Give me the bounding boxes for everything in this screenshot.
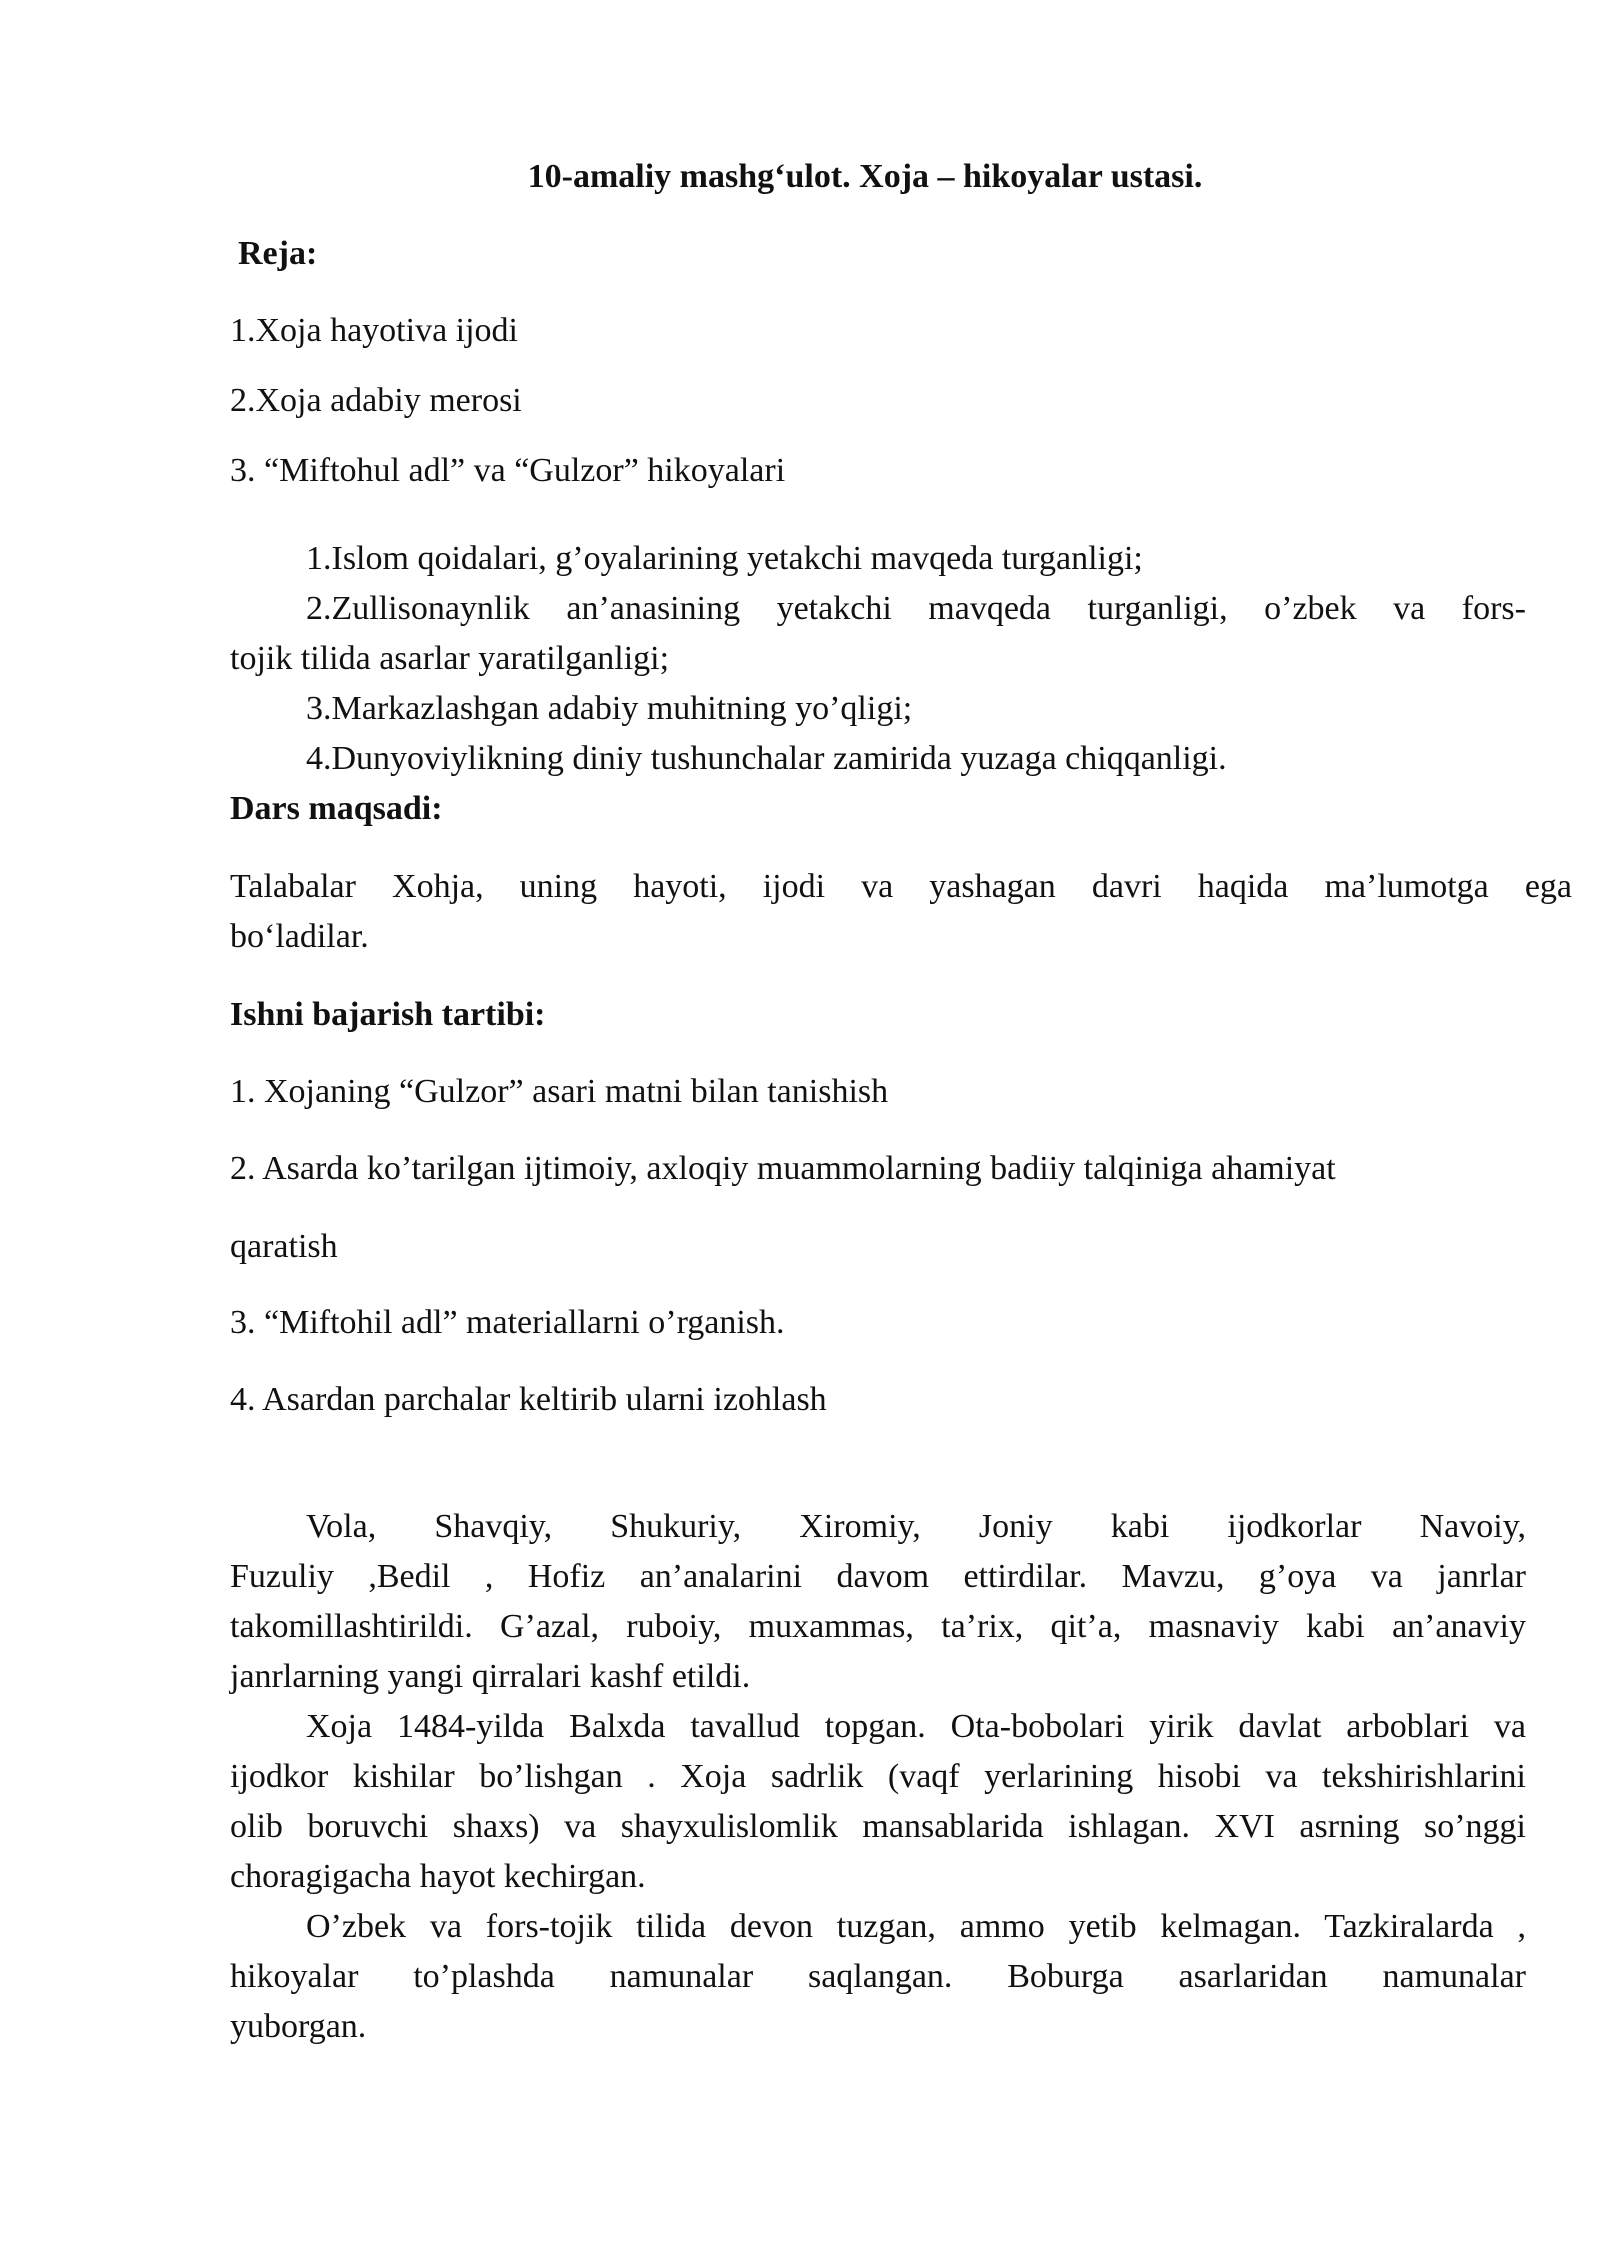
task-2-line-2: qaratish [230,1228,338,1265]
ishni-heading: Ishni bajarish tartibi: [230,996,546,1033]
feature-1: 1.Islom qoidalari, g’oyalarining yetakchi mavqeda turganligi; [306,540,1143,577]
reja-item-1: 1.Xoja hayotiva ijodi [230,312,519,349]
reja-item-2: 2.Xoja adabiy merosi [230,382,522,419]
task-4: 4. Asardan parchalar keltirib ularni izohlash [230,1381,827,1418]
feature-3: 3.Markazlashgan adabiy muhitning yo’qligi; [306,690,913,727]
feature-2-line-2: tojik tilida asarlar yaratilganligi; [230,640,670,677]
para-1-line-4: janrlarning yangi qirralari kashf etildi. [230,1658,751,1695]
dars-text-line-2: bo‘ladilar. [230,918,369,955]
task-3: 3. “Miftohil adl” materiallarni o’rganish. [230,1304,785,1341]
para-3-line-2: hikoyalar to’plashda namunalar saqlangan. Boburga asarlaridan namunalar [230,1958,1526,1995]
para-2-line-2: ijodkor kishilar bo’lishgan . Xoja sadrlik (vaqf yerlarining hisobi va tekshirishlarini [230,1758,1526,1795]
dars-text-line-1: Talabalar Xohja, uning hayoti, ijodi va yashagan davri haqida ma’lumotga ega [230,868,1572,905]
para-3-line-1: O’zbek va fors-tojik tilida devon tuzgan, ammo yetib kelmagan. Tazkiralarda , [306,1908,1526,1945]
reja-heading: Reja: [238,235,318,272]
para-1-line-1: Vola, Shavqiy, Shukuriy, Xiromiy, Joniy kabi ijodkorlar Navoiy, [306,1508,1526,1545]
feature-2-line-1: 2.Zullisonaynlik an’anasining yetakchi mavqeda turganligi, o’zbek va fors- [306,590,1526,627]
page-title: 10-amaliy mashg‘ulot. Xoja – hikoyalar ustasi. [527,158,1203,195]
para-1-line-2: Fuzuliy ,Bedil , Hofiz an’analarini davom ettirdilar. Mavzu, g’oya va janrlar [230,1558,1526,1595]
para-2-line-4: choragigacha hayot kechirgan. [230,1858,646,1895]
para-2-line-3: olib boruvchi shaxs) va shayxulislomlik mansablarida ishlagan. XVI asrning so’nggi [230,1808,1526,1845]
para-2-line-1: Xoja 1484-yilda Balxda tavallud topgan. Ota-bobolari yirik davlat arboblari va [306,1708,1526,1745]
task-2-line-1: 2. Asarda ko’tarilgan ijtimoiy, axloqiy muammolarning badiiy talqiniga ahamiyat [230,1150,1336,1187]
para-1-line-3: takomillashtirildi. G’azal, ruboiy, muxammas, ta’rix, qit’a, masnaviy kabi an’anaviy [230,1608,1526,1645]
feature-4: 4.Dunyoviylikning diniy tushunchalar zamirida yuzaga chiqqanligi. [306,740,1227,777]
para-3-line-3: yuborgan. [230,2008,367,2045]
reja-item-3: 3. “Miftohul adl” va “Gulzor” hikoyalari [230,452,786,489]
task-1: 1. Xojaning “Gulzor” asari matni bilan tanishish [230,1073,889,1110]
dars-heading: Dars maqsadi: [230,790,443,827]
